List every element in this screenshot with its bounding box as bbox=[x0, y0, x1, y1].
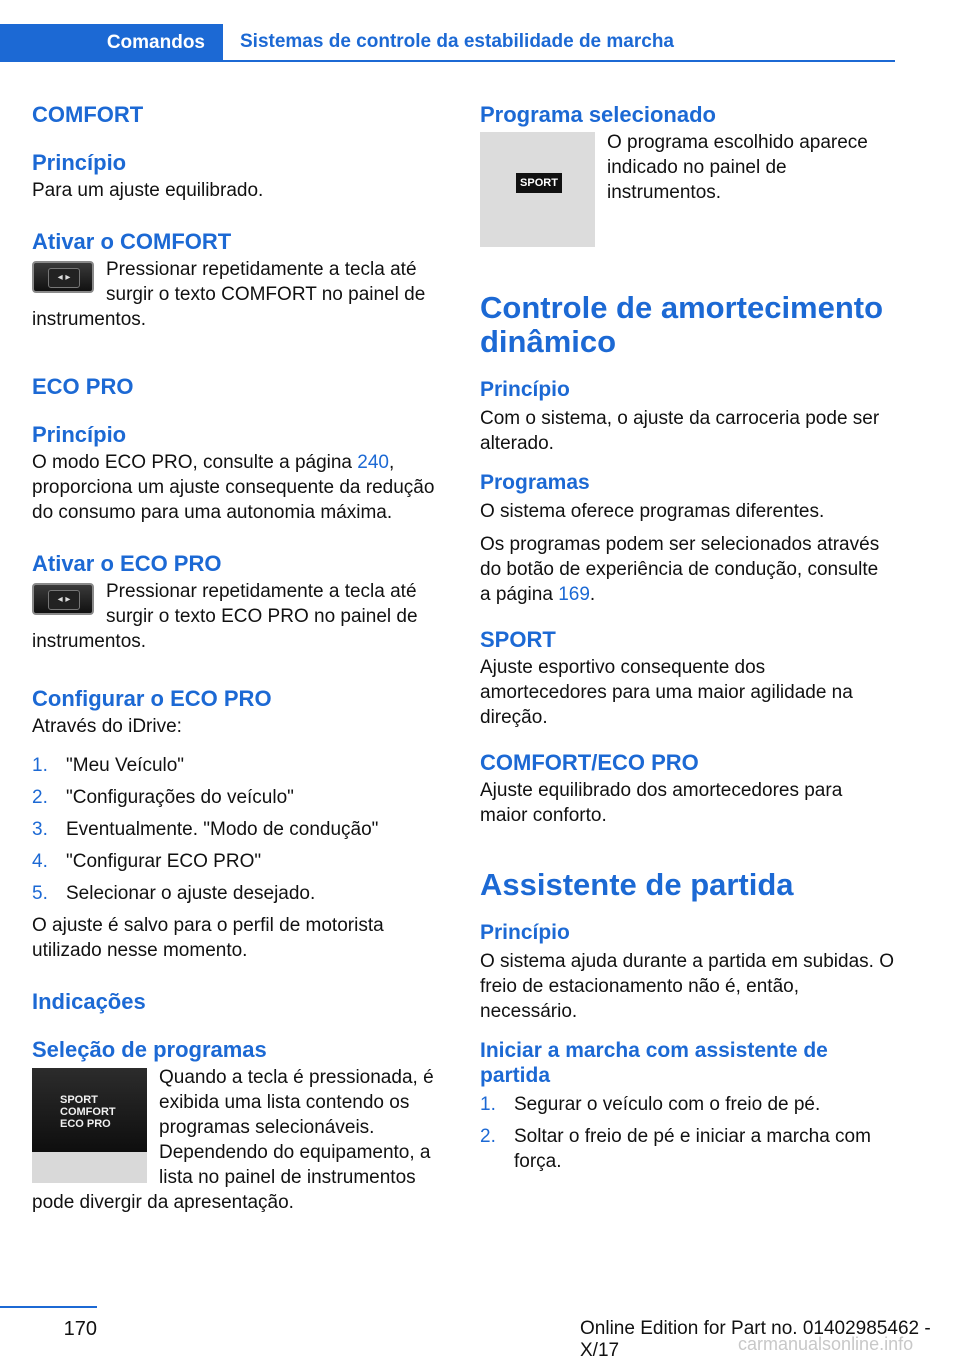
config-steps-list bbox=[32, 753, 446, 906]
option-eco-pro: ECO PRO bbox=[60, 1118, 111, 1130]
programas-heading: Programas bbox=[480, 471, 590, 494]
comfort-eco-text: Ajuste equilibrado dos amortecedores para maior conforto. bbox=[480, 780, 843, 826]
principio-heading: Princípio bbox=[32, 150, 127, 175]
programa-block bbox=[480, 130, 894, 251]
comfort-description: Para um ajuste equilibrado. bbox=[32, 180, 264, 201]
config-eco-heading: Configurar o ECO PRO bbox=[32, 686, 272, 711]
selecao-text: Quando a tecla é pressionada, é exibida uma lista contendo os programas selecionáveis. Dependendo do equipamento, a lista no painel de instrumentos pode divergir da apresentação. bbox=[32, 1067, 434, 1213]
programa-selecionado-text: O programa escolhido aparece indicado no painel de instrumentos. bbox=[607, 132, 868, 203]
chapter-label: Comandos bbox=[106, 32, 205, 53]
list-item: 3. Eventualmente. "Modo de condução" bbox=[32, 819, 379, 840]
left-column bbox=[32, 100, 446, 1215]
config-via-text: Através do iDrive: bbox=[32, 716, 182, 737]
sport-text: Ajuste esportivo consequente dos amortecedores para uma maior agilidade na direção. bbox=[480, 657, 853, 728]
sport-badge: SPORT bbox=[516, 173, 562, 193]
eco-pro-heading: ECO PRO bbox=[32, 374, 134, 399]
ativar-eco-heading: Ativar o ECO PRO bbox=[32, 551, 222, 576]
programas-text2: Os programas podem ser selecionados através do botão de experiência de condução, consulte a página 169. bbox=[480, 534, 880, 605]
ativar-eco-text: Pressionar repetidamente a tecla até surgir o texto ECO PRO no painel de instrumentos. bbox=[32, 581, 418, 652]
mode-key-icon: ◂ ▸ bbox=[32, 261, 94, 293]
assistente-description: O sistema ajuda durante a partida em subidas. O freio de estacionamento não é, então, necessário. bbox=[480, 951, 895, 1022]
list-item: 5. Selecionar o ajuste desejado. bbox=[32, 883, 316, 904]
right-column bbox=[480, 100, 894, 1181]
program-list-image bbox=[32, 1068, 147, 1183]
header-rule bbox=[223, 60, 895, 62]
watermark: carmanualsonline.info bbox=[738, 1334, 914, 1354]
assistente-heading: Assistente de partida bbox=[480, 867, 794, 902]
edition-text: Online Edition for Part no. 01402985462 - X/17 bbox=[580, 1318, 931, 1361]
page-number: 170 bbox=[63, 1318, 97, 1340]
principio-heading: Princípio bbox=[480, 921, 570, 944]
list-item: 4. "Configurar ECO PRO" bbox=[32, 851, 262, 872]
selected-program-image bbox=[480, 132, 595, 247]
programa-selecionado-heading: Programa selecionado bbox=[480, 102, 716, 127]
eco-description: O modo ECO PRO, consulte a página 240, proporciona um ajuste consequente da redução do consumo para uma autonomia máxima. bbox=[32, 452, 435, 523]
footer-rule bbox=[0, 1306, 97, 1308]
page-header bbox=[0, 24, 895, 62]
page-link[interactable]: 169 bbox=[558, 584, 590, 605]
principio-heading: Princípio bbox=[32, 422, 127, 447]
amortecimento-description: Com o sistema, o ajuste da carroceria pode ser alterado. bbox=[480, 408, 880, 454]
amortecimento-heading: Controle de amortecimento dinâmico bbox=[480, 290, 884, 359]
iniciar-steps-list bbox=[480, 1092, 894, 1174]
mode-key-icon: ◂ ▸ bbox=[32, 583, 94, 615]
programas-text1: O sistema oferece programas diferentes. bbox=[480, 501, 825, 522]
principio-heading: Princípio bbox=[480, 378, 570, 401]
list-item: 1. "Meu Veículo" bbox=[32, 755, 185, 776]
list-item: 2. Soltar o freio de pé e iniciar a marcha com força. bbox=[480, 1126, 871, 1172]
section-title: Sistemas de controle da estabilidade de marcha bbox=[240, 31, 674, 52]
list-item: 2. "Configurações do veículo" bbox=[32, 787, 294, 808]
ativar-comfort-text: Pressionar repetidamente a tecla até surgir o texto COMFORT no painel de instrumentos. bbox=[32, 259, 426, 330]
indicacoes-heading: Indicações bbox=[32, 989, 146, 1014]
page-link[interactable]: 240 bbox=[357, 452, 389, 473]
option-comfort: COMFORT bbox=[60, 1106, 116, 1118]
sport-heading: SPORT bbox=[480, 627, 556, 652]
ativar-eco-block bbox=[32, 579, 446, 654]
comfort-heading: COMFORT bbox=[32, 102, 144, 127]
iniciar-marcha-heading: Iniciar a marcha com assistente de partida bbox=[480, 1039, 828, 1087]
comfort-eco-heading: COMFORT/ECO PRO bbox=[480, 750, 699, 775]
ativar-comfort-block bbox=[32, 257, 446, 332]
selecao-block bbox=[32, 1065, 446, 1215]
ativar-comfort-heading: Ativar o COMFORT bbox=[32, 229, 232, 254]
selecao-heading: Seleção de programas bbox=[32, 1037, 267, 1062]
saved-text: O ajuste é salvo para o perfil de motorista utilizado nesse momento. bbox=[32, 915, 384, 961]
option-sport: SPORT bbox=[60, 1094, 98, 1106]
chapter-tab bbox=[0, 24, 223, 62]
list-item: 1. Segurar o veículo com o freio de pé. bbox=[480, 1094, 821, 1115]
